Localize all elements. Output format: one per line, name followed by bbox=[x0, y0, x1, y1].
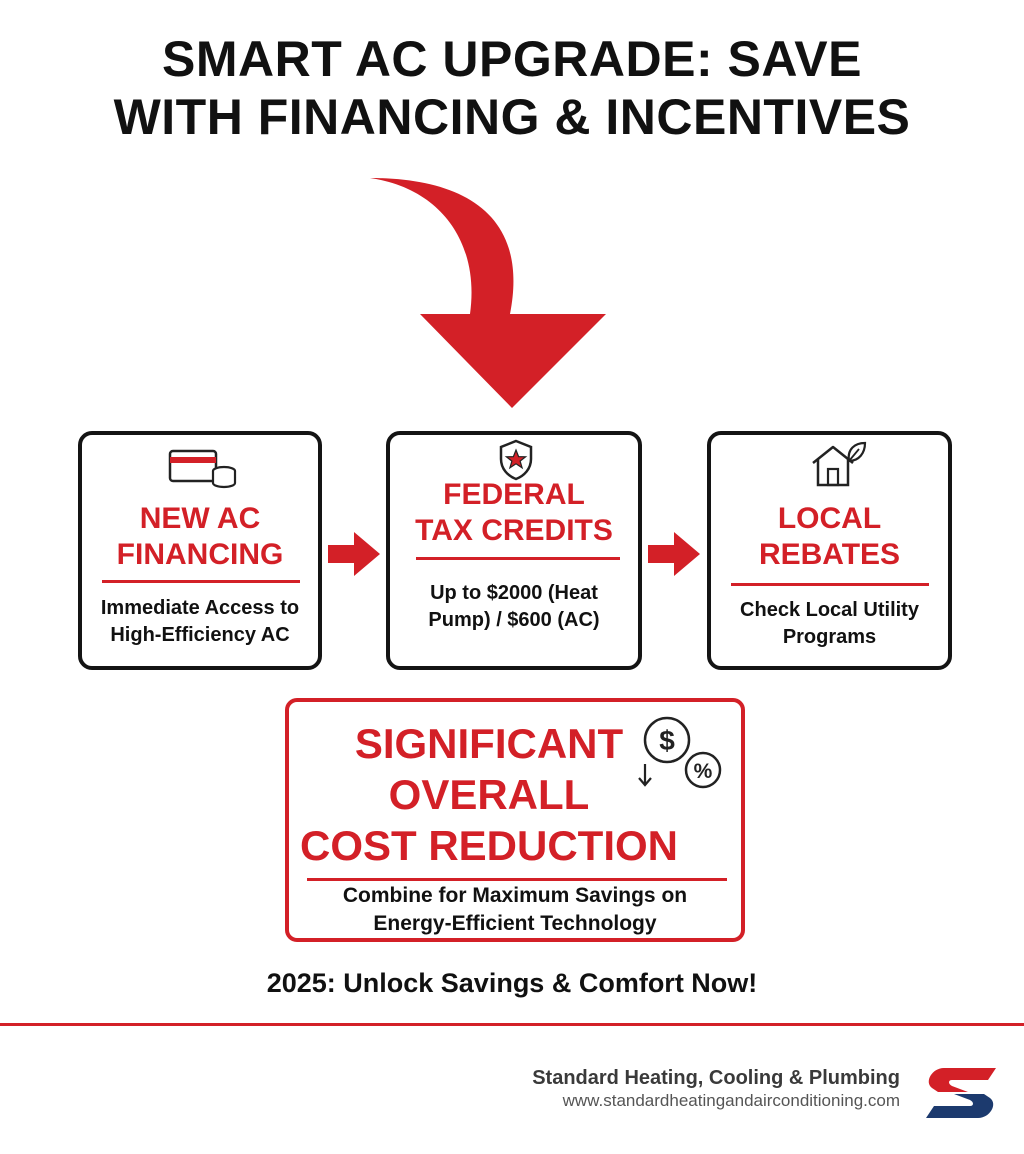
svg-text:%: % bbox=[693, 760, 713, 783]
card-heading-line-2: REBATES bbox=[758, 538, 901, 571]
company-info bbox=[532, 1066, 900, 1112]
summary-heading-line-3: COST REDUCTION bbox=[300, 822, 678, 869]
svg-text:$: $ bbox=[659, 725, 675, 756]
tax-credits-card bbox=[386, 431, 642, 670]
summary-box bbox=[285, 698, 745, 942]
card-description bbox=[82, 595, 318, 649]
card-description-line-2: Pump) / $600 (AC) bbox=[428, 609, 600, 631]
curved-down-arrow-icon bbox=[360, 172, 620, 412]
summary-heading-line-1: SIGNIFICANT bbox=[354, 720, 624, 767]
credit-card-coins-icon bbox=[168, 445, 240, 493]
summary-heading-line-2: OVERALL bbox=[388, 771, 590, 818]
card-divider bbox=[102, 580, 300, 583]
card-description bbox=[390, 580, 638, 634]
card-heading-line-2: FINANCING bbox=[116, 538, 284, 571]
summary-divider bbox=[307, 878, 727, 881]
summary-description-line-1: Combine for Maximum Savings on bbox=[342, 884, 688, 907]
shield-star-icon bbox=[498, 439, 534, 481]
card-divider bbox=[416, 557, 620, 560]
card-heading-line-1: NEW AC bbox=[139, 502, 261, 535]
right-arrow-icon bbox=[648, 532, 702, 576]
right-arrow-icon bbox=[328, 532, 382, 576]
financing-card bbox=[78, 431, 322, 670]
card-description-line-1: Up to $2000 (Heat bbox=[430, 582, 598, 604]
title-line-1: SMART AC UPGRADE: SAVE bbox=[162, 31, 862, 87]
page-title bbox=[0, 30, 1024, 146]
card-description-line-1: Check Local Utility bbox=[740, 599, 919, 621]
card-heading-line-1: FEDERAL bbox=[443, 478, 585, 511]
card-heading bbox=[711, 501, 948, 573]
tagline: 2025: Unlock Savings & Comfort Now! bbox=[266, 968, 758, 998]
company-name: Standard Heating, Cooling & Plumbing bbox=[532, 1067, 900, 1089]
dollar-percent-icon bbox=[633, 712, 729, 794]
card-description-line-2: High-Efficiency AC bbox=[110, 624, 290, 646]
card-description bbox=[711, 597, 948, 651]
summary-heading bbox=[289, 718, 689, 871]
card-heading bbox=[390, 477, 638, 549]
summary-description bbox=[289, 882, 741, 938]
title-line-2: WITH FINANCING & INCENTIVES bbox=[113, 89, 911, 145]
card-description-line-2: Programs bbox=[782, 626, 877, 648]
s-logo-icon bbox=[924, 1066, 998, 1120]
card-divider bbox=[731, 583, 929, 586]
footer-divider bbox=[0, 1023, 1024, 1026]
summary-description-line-2: Energy-Efficient Technology bbox=[373, 912, 657, 935]
company-url[interactable]: www.standardheatingandairconditioning.com bbox=[562, 1091, 900, 1110]
house-leaf-icon bbox=[807, 441, 867, 489]
card-heading-line-2: TAX CREDITS bbox=[415, 514, 613, 547]
rebates-card bbox=[707, 431, 952, 670]
card-heading bbox=[82, 501, 318, 573]
card-description-line-1: Immediate Access to bbox=[100, 597, 300, 619]
card-heading-line-1: LOCAL bbox=[777, 502, 882, 535]
